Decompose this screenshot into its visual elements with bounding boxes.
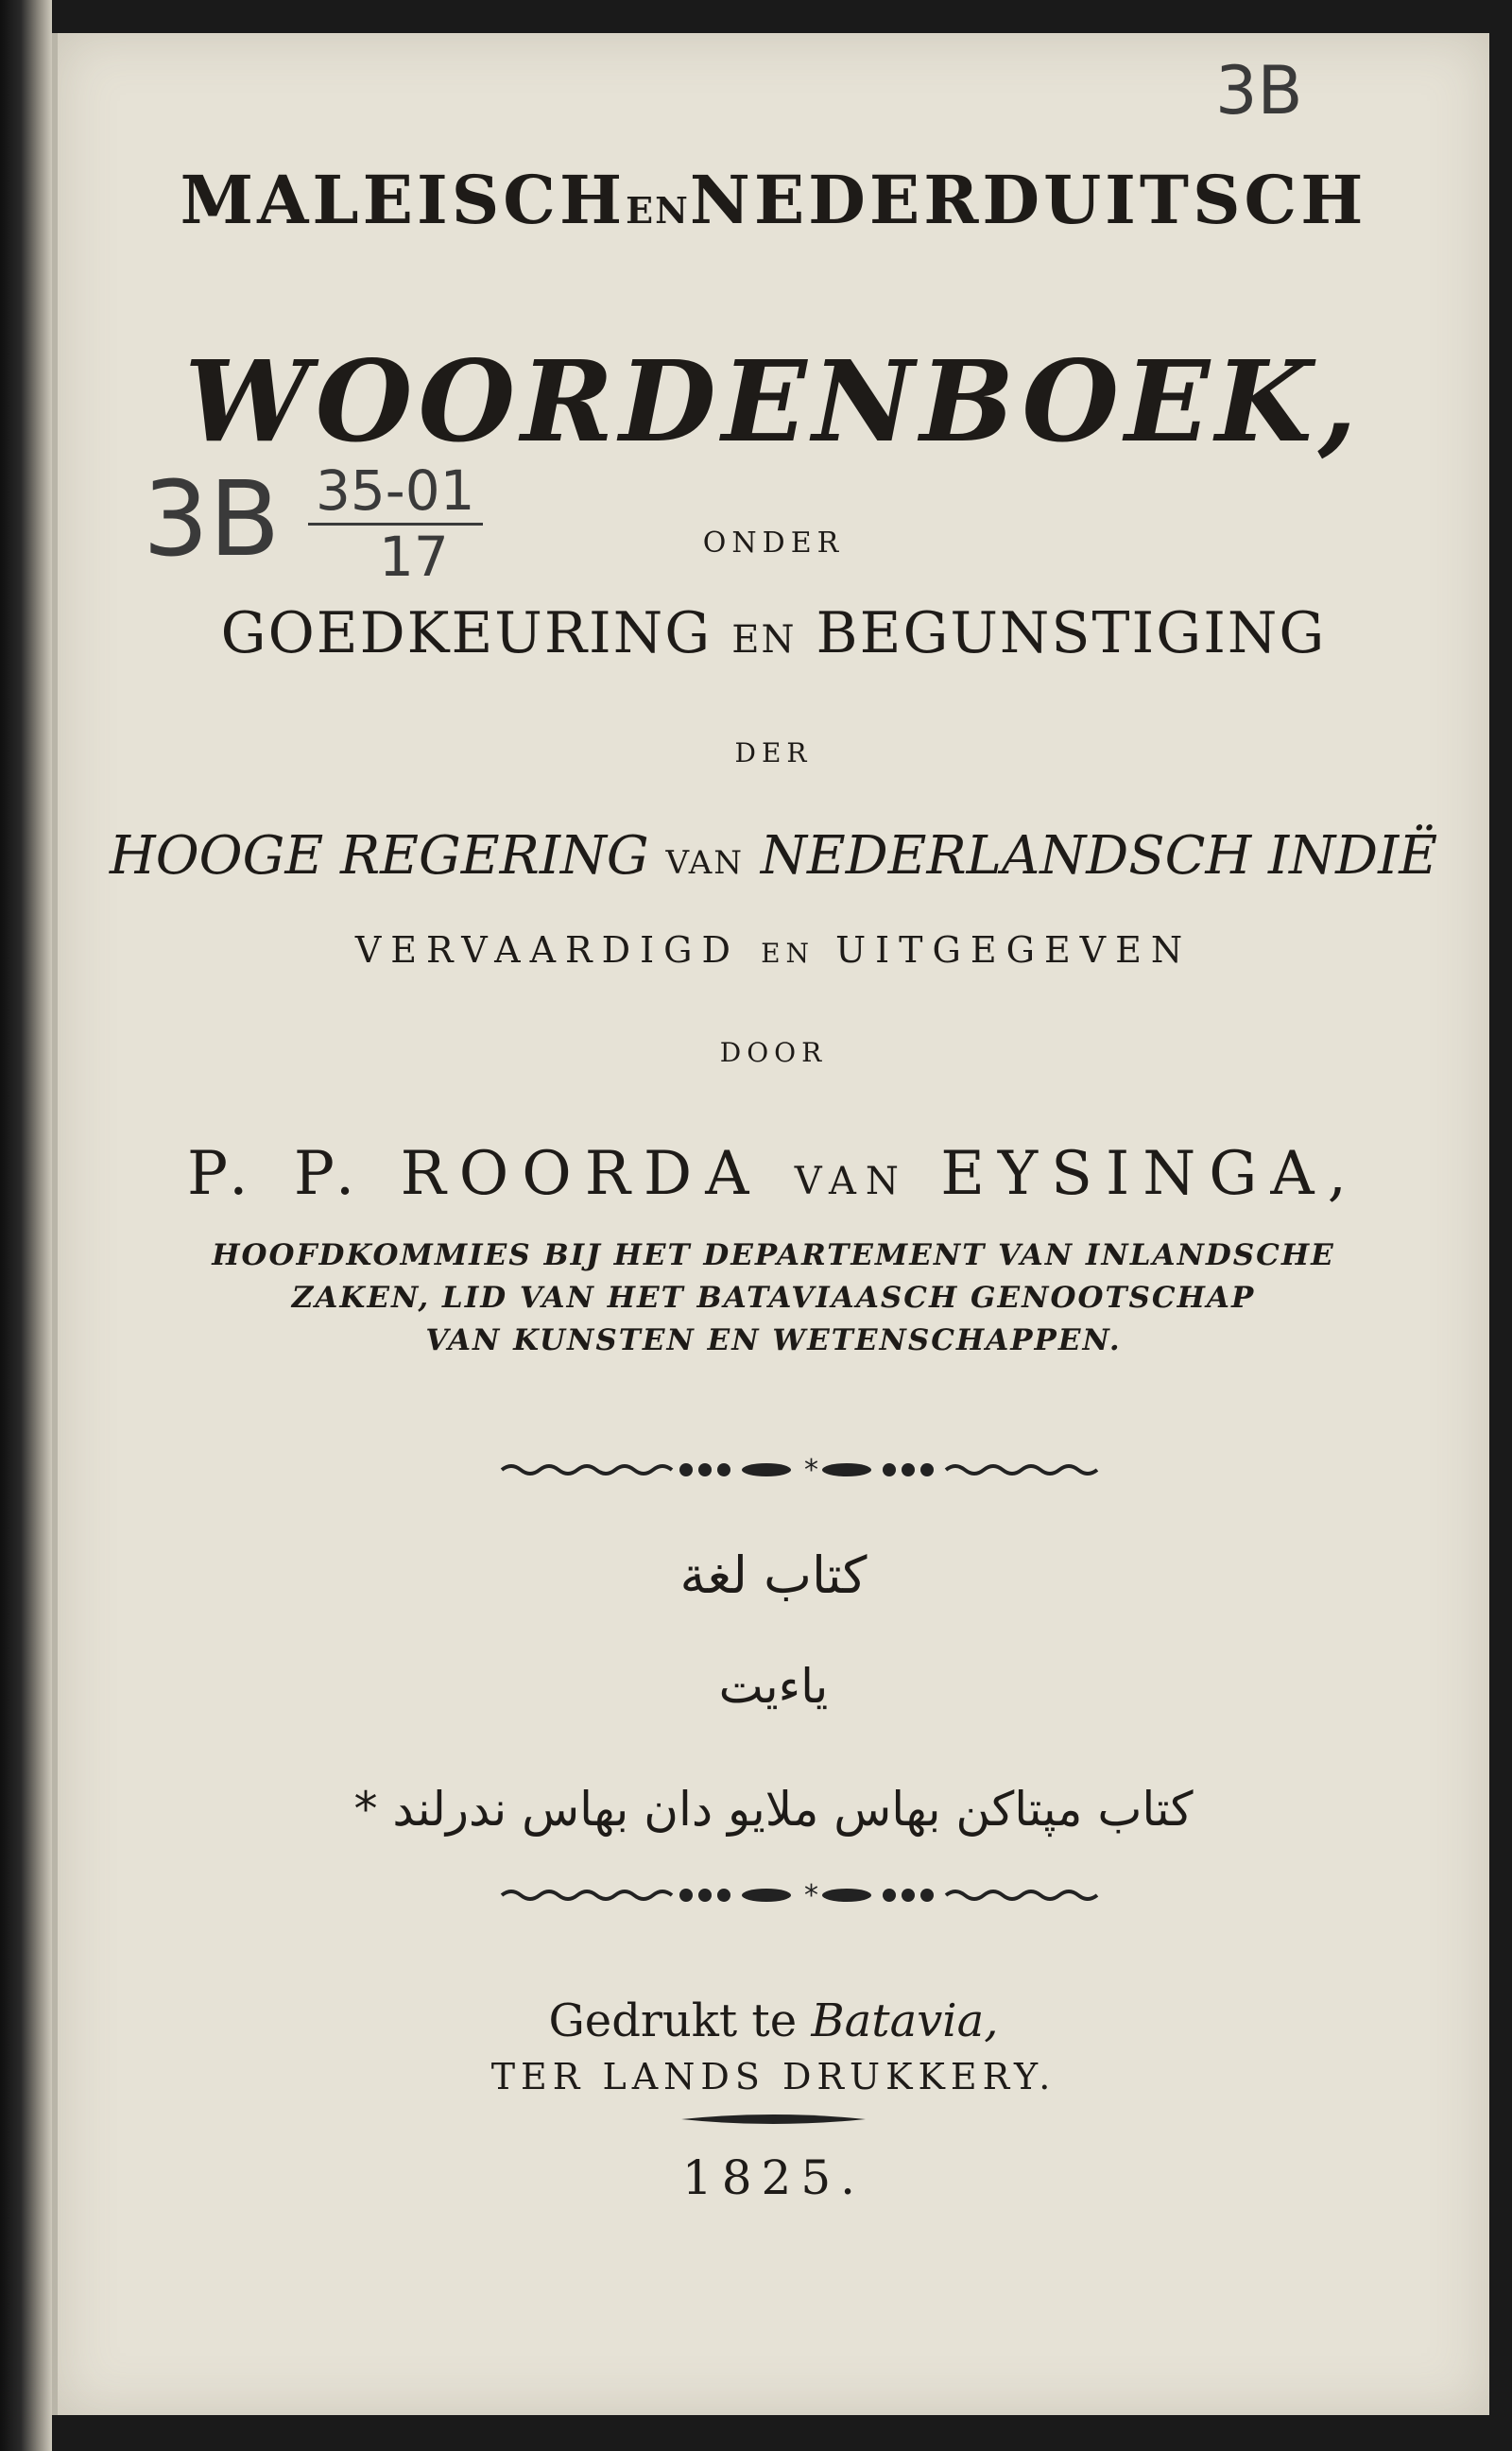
subtitle-der: DER: [734, 737, 813, 768]
subtitle-door: DOOR: [719, 1037, 828, 1068]
author-occupation-3: VAN KUNSTEN EN WETENSCHAPPEN.: [425, 1323, 1122, 1357]
imprint-place: Gedrukt te Batavia,: [548, 1994, 999, 2047]
ornament-divider-top: [58, 1451, 1489, 1489]
title-page: [52, 33, 1489, 2415]
arabic-title-line-3: كتاب مپتاكن بهاس ملايو دان بهاس ندرلند *: [353, 1782, 1194, 1837]
ornament-divider-bottom: [58, 1876, 1489, 1914]
arabic-title-line-1: كتاب لغة: [679, 1545, 868, 1605]
imprint-printer: TER LANDS DRUKKERY.: [490, 2056, 1057, 2097]
subtitle-vervaardigd: VERVAARDIGD EN UITGEGEVEN: [354, 929, 1193, 971]
svg-text:*: *: [804, 1454, 818, 1487]
author-name: P. P. ROORDA VAN EYSINGA,: [187, 1139, 1360, 1209]
author-occupation-1: HOOFDKOMMIES BIJ HET DEPARTEMENT VAN INLANDSCHE: [212, 1238, 1335, 1272]
handwritten-shelfmark-sub: 17: [379, 525, 449, 589]
title-line-2: WOORDENBOEK,: [184, 336, 1363, 467]
imprint-year: 1825.: [681, 2150, 866, 2205]
handwritten-shelfmark-number: 35-01: [308, 458, 483, 526]
arabic-title-line-2: ياءيت: [718, 1659, 829, 1714]
subtitle-onder: ONDER: [702, 526, 845, 560]
author-occupation-2: ZAKEN, LID VAN HET BATAVIAASCH GENOOTSCHAP: [291, 1281, 1256, 1315]
rule-divider: [58, 2108, 1489, 2131]
subtitle-goedkeuring: GOEDKEURING EN BEGUNSTIGING: [220, 600, 1327, 666]
subtitle-hooge-regering: HOOGE REGERING VAN NEDERLANDSCH INDIË: [109, 825, 1438, 887]
handwritten-shelfmark-left: 3B: [143, 458, 281, 579]
handwritten-shelfmark-top: 3B: [1215, 52, 1303, 129]
book-spine: [0, 0, 52, 2451]
svg-text:*: *: [804, 1879, 818, 1912]
title-line-1: MALEISCHENNEDERDUITSCH: [180, 161, 1367, 239]
